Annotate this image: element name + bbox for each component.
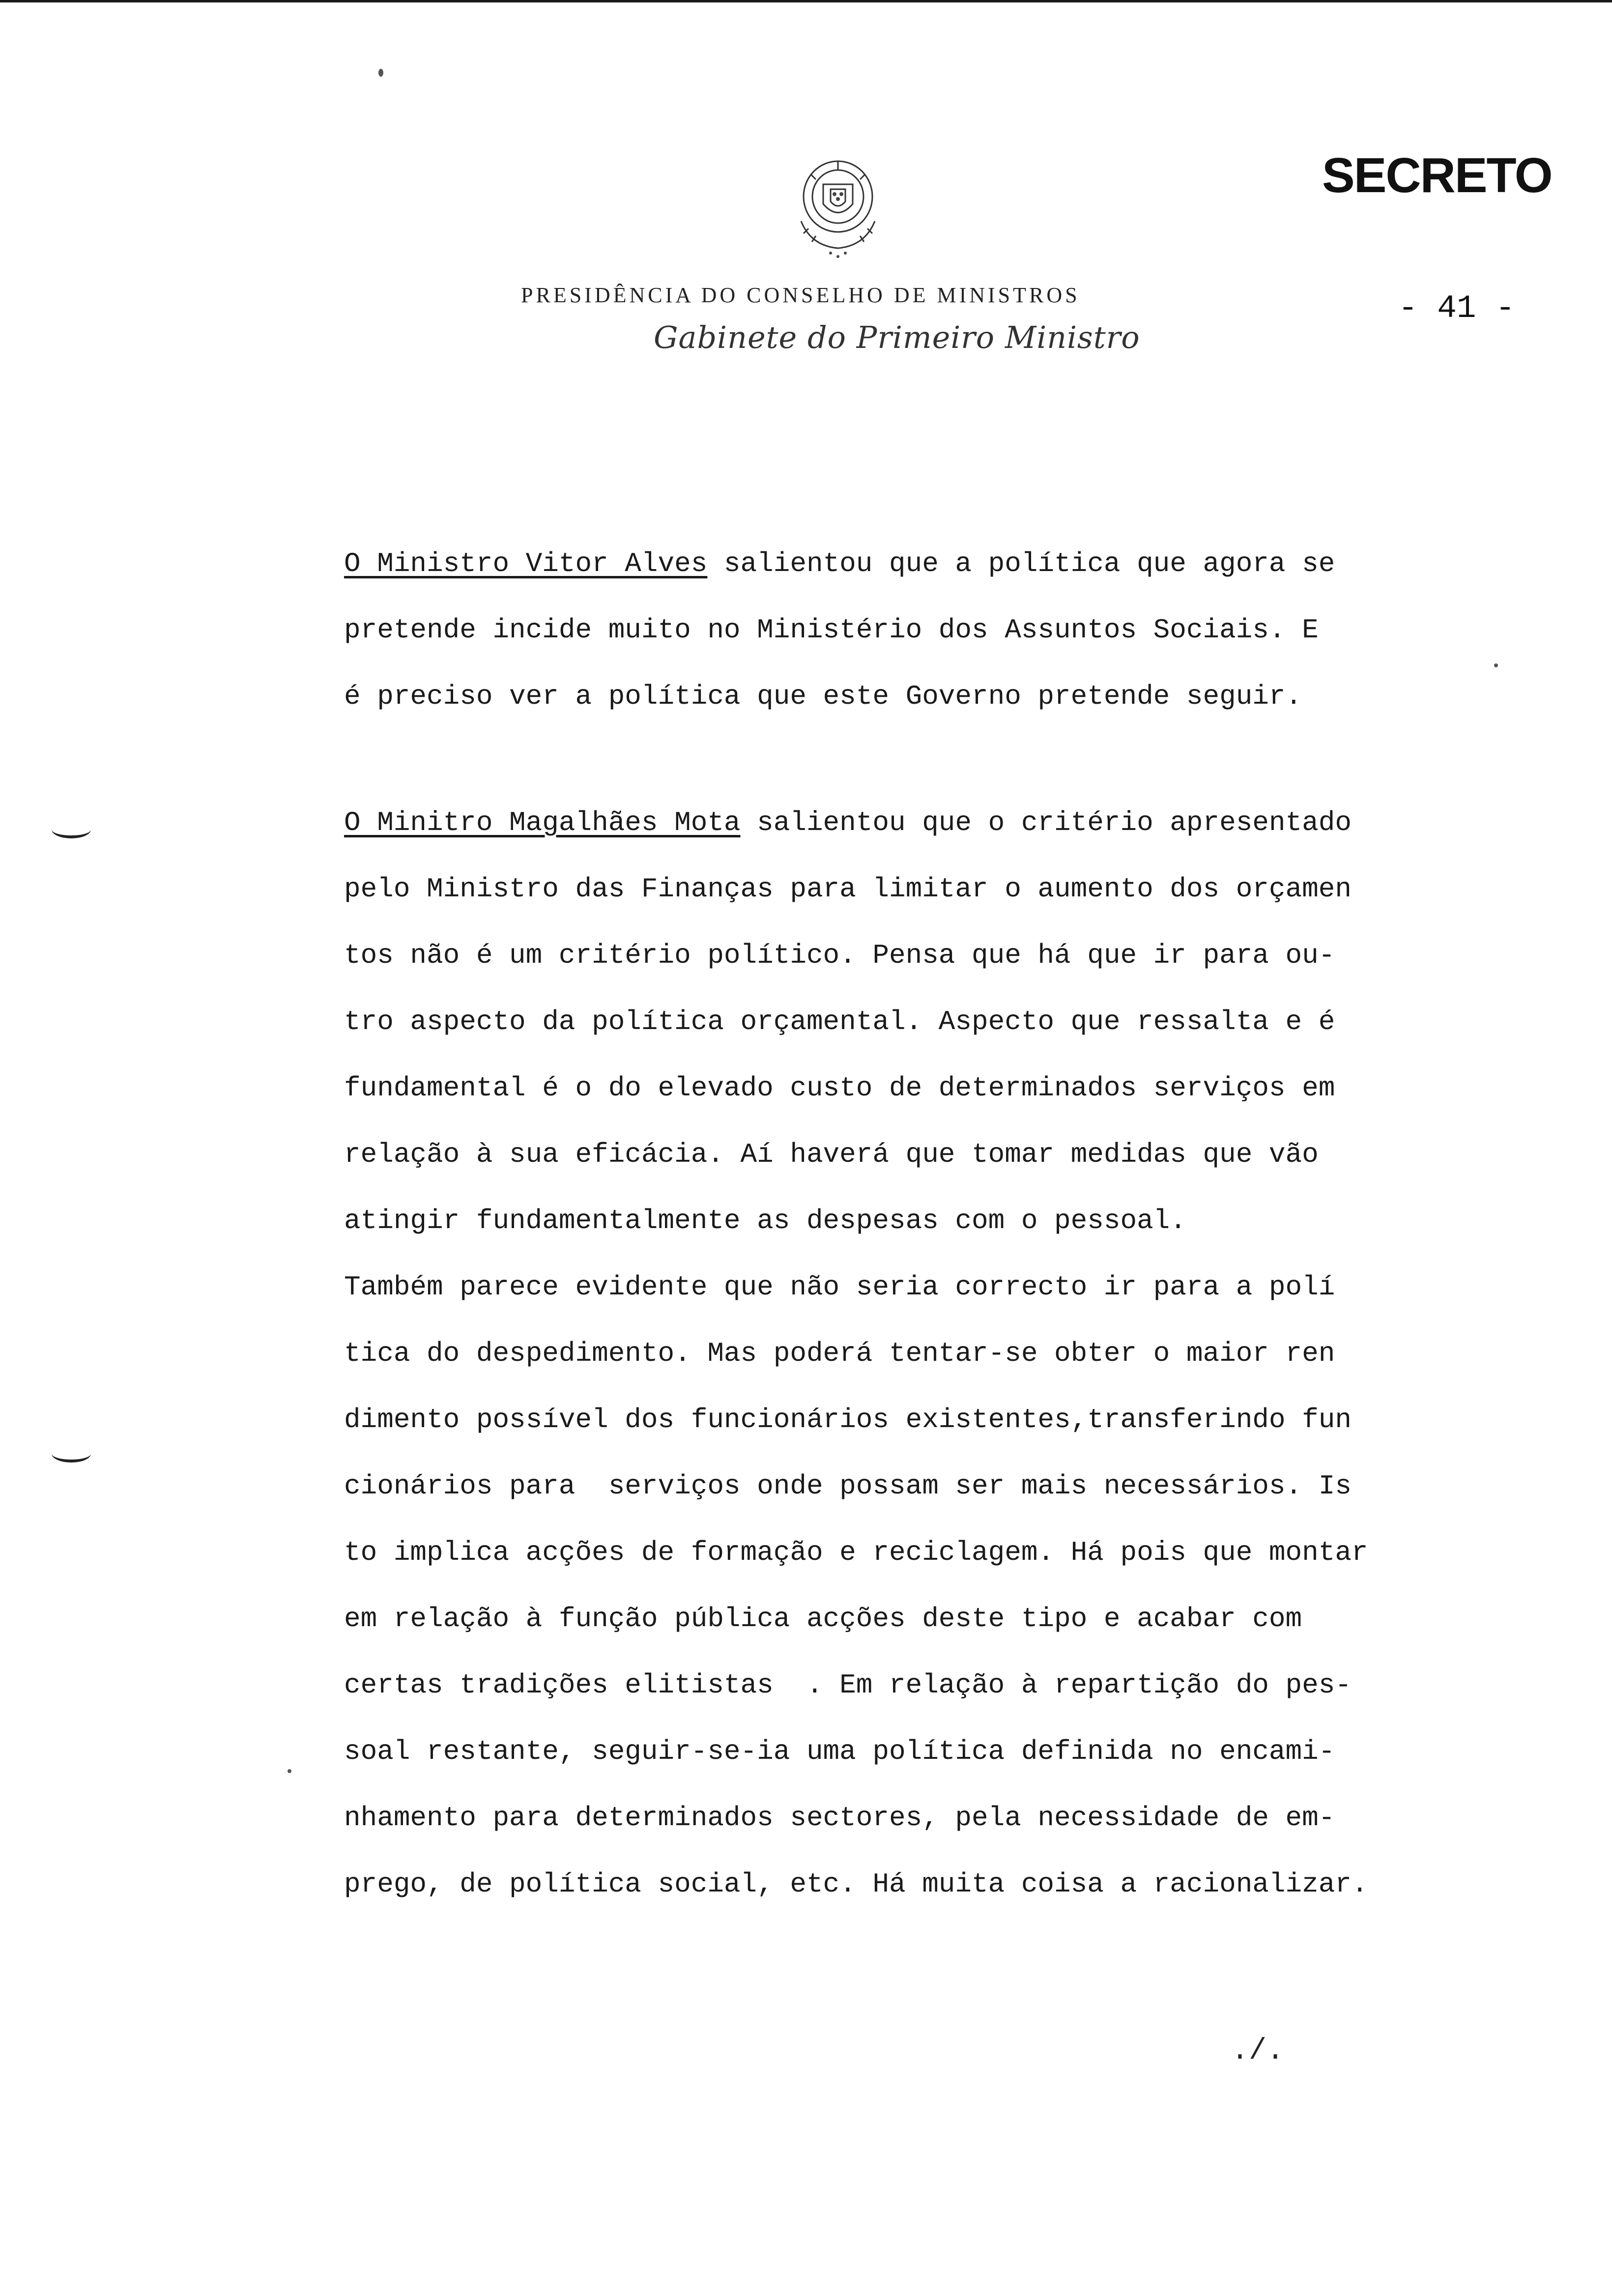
- text-line: prego, de política social, etc. Há muita coisa a racionalizar.: [344, 1868, 1368, 1900]
- text-line: atingir fundamentalmente as despesas com o pessoal.: [344, 1205, 1186, 1236]
- text-line: nhamento para determinados sectores, pela necessidade de em-: [344, 1802, 1335, 1834]
- text-line: dimento possível dos funcionários existentes,transferindo fun: [344, 1404, 1352, 1435]
- text-line: tro aspecto da política orçamental. Aspecto que ressalta e é: [344, 1006, 1335, 1037]
- paragraph-magalhaes-mota: [344, 790, 1474, 1918]
- text-line: tica do despedimento. Mas poderá tentar-se obter o maior ren: [344, 1338, 1335, 1369]
- text-line: certas tradições elitistas . Em relação à repartição do pes-: [344, 1669, 1352, 1701]
- letterhead-title: PRESIDÊNCIA DO CONSELHO DE MINISTROS: [521, 283, 1080, 307]
- text-line: Também parece evidente que não seria correcto ir para a polí: [344, 1271, 1335, 1303]
- text-line: O Minitro Magalhães Mota salientou que o critério apresentado: [344, 807, 1352, 838]
- paragraph-vitor-alves: [344, 531, 1474, 730]
- page-number: - 41 -: [1398, 290, 1515, 327]
- text-line: to implica acções de formação e reciclagem. Há pois que montar: [344, 1537, 1368, 1568]
- classification-stamp: SECRETO: [1322, 148, 1552, 203]
- speaker-name: O Ministro Vitor Alves: [344, 548, 708, 579]
- coat-of-arms-emblem: [781, 147, 894, 265]
- scan-speck: [288, 1769, 291, 1773]
- text-line: relação à sua eficácia. Aí haverá que tomar medidas que vão: [344, 1139, 1319, 1170]
- text-line: em relação à função pública acções deste tipo e acabar com: [344, 1603, 1302, 1635]
- top-border-line: [0, 0, 1612, 2]
- text-line: cionários para serviços onde possam ser mais necessários. Is: [344, 1470, 1352, 1502]
- text-line: pelo Ministro das Finanças para limitar o aumento dos orçamen: [344, 873, 1352, 905]
- scan-speck: [378, 69, 383, 77]
- text-line: fundamental é o do elevado custo de determinados serviços em: [344, 1072, 1335, 1104]
- continuation-mark: ./.: [1231, 2035, 1285, 2068]
- text-line: pretende incide muito no Ministério dos Assuntos Sociais. E: [344, 614, 1319, 646]
- speaker-name: O Minitro Magalhães Mota: [344, 807, 741, 838]
- text-line: tos não é um critério político. Pensa que há que ir para ou-: [344, 940, 1335, 971]
- letterhead-subtitle: Gabinete do Primeiro Ministro: [654, 319, 1140, 355]
- text-line: soal restante, seguir-se-ia uma política definida no encami-: [344, 1736, 1335, 1767]
- minutes-body: [344, 531, 1474, 1978]
- margin-mark: [52, 821, 91, 838]
- text-line: é preciso ver a política que este Governo pretende seguir.: [344, 681, 1302, 712]
- scan-speck: [1494, 663, 1498, 667]
- margin-mark: [52, 1445, 91, 1463]
- text-line: O Ministro Vitor Alves salientou que a política que agora se: [344, 548, 1335, 579]
